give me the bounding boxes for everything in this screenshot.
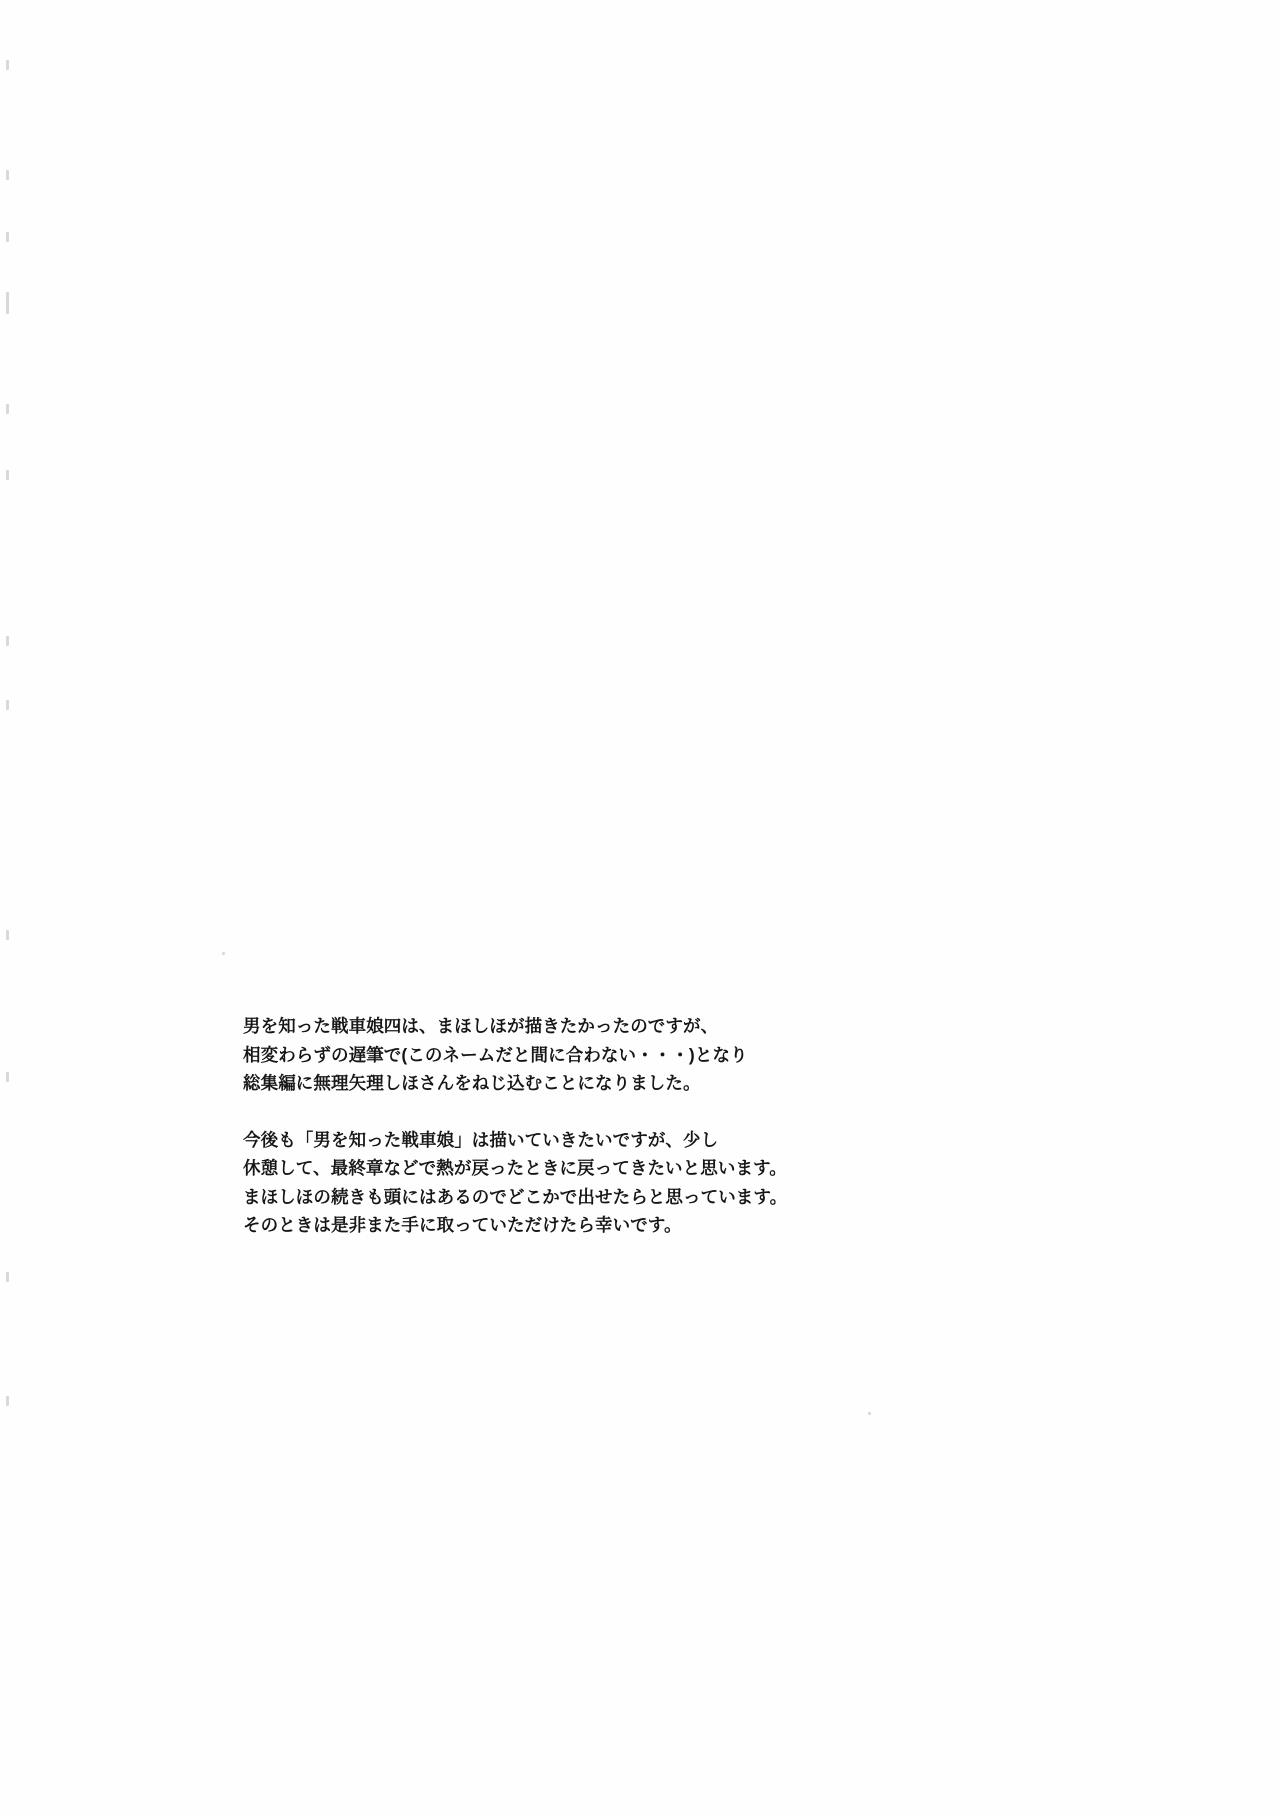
scan-speck [868,1412,871,1415]
paragraph-spacer [243,1098,963,1126]
afterword-line-1: 男を知った戦車娘四は、まほしほが描きたかったのですが、 [243,1016,719,1036]
afterword-line-6: まほしほの続きも頭にはあるのでどこかで出せたらと思っています。 [243,1186,788,1207]
afterword-line-2: 相変わらずの遅筆で(このネームだと間に合わない・・・)となり [243,1044,748,1065]
afterword-line-3: 総集編に無理矢理しほさんをねじ込むことになりました。 [243,1073,701,1093]
scan-edge-artifacts [0,0,16,1816]
scan-speck [222,952,225,955]
afterword-line-4: 今後も「男を知った戦車娘」は描いていきたいですが、少し [243,1129,719,1150]
afterword-text-block [243,1012,963,1240]
afterword-line-5: 休憩して、最終章などで熱が戻ったときに戻ってきたいと思います。 [243,1158,787,1178]
afterword-line-7: そのときは是非また手に取っていただけたら幸いです。 [243,1215,682,1235]
